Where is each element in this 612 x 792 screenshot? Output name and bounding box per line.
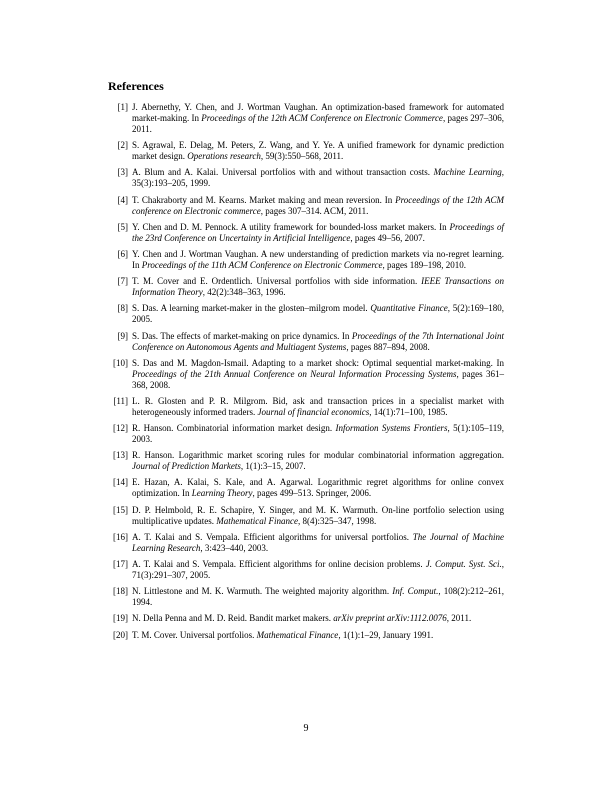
reference-segment: , 5(1):105–119, 2003. (132, 423, 504, 445)
reference-segment: , 1(1):3–15, 2007. (240, 461, 306, 472)
reference-segment: Y. Chen and J. Wortman Vaughan. A new understanding of prediction markets via no-regret learning. In (132, 248, 504, 270)
reference-item (108, 477, 504, 499)
reference-label: [5] (117, 221, 128, 232)
reference-venue: Journal of financial economics (257, 406, 370, 417)
reference-segment: R. Hanson. Combinatorial information market design. (132, 423, 336, 434)
reference-label: [14] (113, 477, 128, 488)
reference-segment: T. Chakraborty and M. Kearns. Market making and mean reversion. In (132, 194, 396, 205)
reference-text (132, 532, 504, 553)
reference-item (108, 195, 504, 217)
references-heading: References (108, 79, 164, 93)
reference-segment: T. M. Cover and E. Ordentlich. Universal portfolios with side information. (132, 276, 422, 287)
reference-text (132, 102, 504, 134)
reference-venue: Proceedings of the 21th Annual Conference on Neural Information Processing Systems (132, 368, 457, 379)
reference-venue: Learning Theory (191, 488, 253, 499)
reference-segment: T. M. Cover. Universal portfolios. (132, 629, 257, 640)
reference-text (132, 505, 504, 526)
reference-segment: S. Das. The effects of market-making on price dynamics. In (132, 330, 352, 341)
reference-label: [15] (113, 504, 128, 515)
reference-segment: , pages 189–198, 2010. (382, 259, 467, 270)
reference-item (108, 396, 504, 418)
reference-segment: A. T. Kalai and S. Vempala. Efficient algorithms for universal portfolios. (132, 531, 413, 542)
reference-item (108, 276, 504, 298)
reference-text (132, 586, 504, 607)
reference-text (132, 423, 504, 444)
reference-segment: , 5(2):169–180, 2005. (132, 303, 504, 325)
reference-text (132, 249, 504, 270)
reference-venue: Proceedings of the 12th ACM conference on Electronic commerce (132, 194, 504, 216)
reference-venue: Quantitative Finance (370, 303, 448, 314)
reference-segment: , 42(2):348–363, 1996. (202, 287, 286, 298)
reference-venue: Proceedings of the 11th ACM Conference on Electronic Commerce (141, 259, 383, 270)
reference-item (108, 423, 504, 445)
reference-item (108, 303, 504, 325)
reference-venue: Proceedings of the 23rd Conference on Uncertainty in Artificial Intelligence (132, 221, 504, 243)
reference-label: [11] (113, 395, 128, 406)
reference-item (108, 505, 504, 527)
reference-item (108, 532, 504, 554)
reference-venue: Operations research (187, 151, 261, 162)
reference-text (132, 396, 504, 417)
reference-label: [1] (117, 102, 128, 112)
reference-venue: arXiv preprint arXiv:1112.0076 (333, 613, 447, 624)
reference-text (132, 222, 504, 243)
reference-segment: , pages 499–513. Springer, 2006. (252, 488, 372, 499)
reference-segment: , 108(2):212–261, 1994. (132, 586, 504, 608)
reference-text (132, 303, 504, 324)
reference-segment: R. Hanson. Logarithmic market scoring rules for modular combinatorial information aggregation. (132, 450, 504, 461)
reference-venue: Mathematical Finance (216, 515, 298, 526)
reference-venue: J. Comput. Syst. Sci. (425, 559, 502, 569)
page-number: 9 (303, 723, 309, 734)
reference-text (132, 477, 504, 498)
reference-segment: S. Agrawal, E. Delag, M. Peters, Z. Wang, and Y. Ye. A unified framework for dynamic prediction market design. (132, 140, 504, 162)
reference-venue: Information Systems Frontiers (335, 423, 448, 434)
reference-item (108, 249, 504, 271)
reference-segment: D. P. Helmbold, R. E. Schapire, Y. Singer, and M. K. Warmuth. On-line portfolio selection using multiplicative updates. (132, 504, 504, 526)
reference-item (108, 140, 504, 162)
reference-text (132, 358, 504, 390)
reference-label: [19] (113, 613, 128, 624)
reference-item (108, 102, 504, 135)
reference-item (108, 222, 504, 244)
reference-segment: N. Della Penna and M. D. Reid. Bandit market makers. (132, 613, 334, 624)
reference-list (108, 102, 504, 646)
reference-venue: Machine Learning (433, 167, 502, 178)
reference-text (132, 331, 504, 352)
reference-item (108, 586, 504, 608)
reference-text (132, 630, 433, 640)
reference-item (108, 167, 504, 189)
reference-label: [16] (113, 531, 128, 542)
reference-segment: S. Das and M. Magdon-Ismail. Adapting to a market shock: Optimal sequential market-making. In (132, 357, 504, 368)
reference-label: [2] (117, 140, 128, 151)
reference-segment: , 2011. (446, 613, 472, 624)
reference-segment: , pages 887–894, 2008. (346, 341, 430, 352)
reference-text (132, 276, 504, 297)
reference-segment: A. Blum and A. Kalai. Universal portfolios with and without transaction costs. (132, 167, 434, 178)
reference-venue: Proceedings of the 7th International Joint Conference on Autonomous Agents and Multiagent Systems (132, 330, 504, 352)
reference-text (132, 140, 504, 161)
reference-item (108, 450, 504, 472)
reference-segment: A. T. Kalai and S. Vempala. Efficient algorithms for online decision problems. (132, 559, 426, 569)
reference-label: [8] (117, 303, 128, 314)
reference-item (108, 630, 504, 641)
reference-item (108, 358, 504, 391)
reference-label: [3] (117, 167, 128, 178)
reference-label: [17] (113, 559, 128, 569)
reference-segment: , pages 297–306, 2011. (132, 113, 504, 134)
reference-segment: , 8(4):325–347, 1998. (297, 515, 377, 526)
reference-label: [18] (113, 586, 128, 597)
reference-venue: Proceedings of the 12th ACM Conference on Electronic Commerce (201, 113, 443, 123)
reference-venue: Mathematical Finance (256, 629, 339, 640)
reference-segment: , 59(3):550–568, 2011. (260, 151, 344, 162)
reference-label: [20] (113, 629, 128, 640)
reference-segment: J. Abernethy, Y. Chen, and J. Wortman Vaughan. An optimization-based framework for automated market-making. In (132, 102, 504, 123)
reference-text (132, 195, 504, 216)
reference-segment: , pages 49–56, 2007. (350, 232, 425, 243)
reference-segment: , pages 361–368, 2008. (132, 368, 504, 390)
reference-item (108, 559, 504, 581)
reference-segment: L. R. Glosten and P. R. Milgrom. Bid, ask and transaction prices in a specialist market with heterogeneously informed traders. (132, 395, 504, 417)
reference-segment: E. Hazan, A. Kalai, S. Kale, and A. Agarwal. Logarithmic regret algorithms for online convex optimization. In (132, 477, 504, 499)
reference-venue: Inf. Comput. (392, 586, 439, 597)
reference-venue: The Journal of Machine Learning Research (132, 531, 504, 553)
reference-text (132, 450, 504, 471)
reference-label: [12] (113, 423, 128, 434)
reference-segment: , 35(3):193–205, 1999. (132, 167, 504, 189)
reference-segment: , 3:423–440, 2003. (200, 542, 269, 553)
reference-segment: , pages 307–314. ACM, 2011. (260, 205, 369, 216)
reference-label: [4] (117, 194, 128, 205)
reference-segment: Y. Chen and D. M. Pennock. A utility framework for bounded-loss market makers. In (132, 221, 450, 232)
reference-text (132, 167, 504, 188)
reference-label: [7] (117, 276, 128, 287)
reference-segment: S. Das. A learning market-maker in the glosten–milgrom model. (132, 303, 371, 314)
reference-text (132, 613, 471, 623)
reference-segment: , 1(1):1–29, January 1991. (338, 629, 434, 640)
reference-label: [9] (117, 330, 128, 341)
reference-item (108, 331, 504, 353)
reference-text (132, 559, 504, 580)
reference-label: [6] (117, 248, 128, 259)
reference-venue: IEEE Transactions on Information Theory (132, 276, 504, 298)
reference-label: [13] (113, 450, 128, 461)
reference-label: [10] (113, 357, 128, 368)
reference-segment: , 14(1):71–100, 1985. (369, 406, 448, 417)
reference-item (108, 613, 504, 624)
reference-segment: , 71(3):291–307, 2005. (132, 559, 504, 580)
reference-venue: Journal of Prediction Markets (132, 461, 241, 472)
reference-segment: N. Littlestone and M. K. Warmuth. The weighted majority algorithm. (132, 586, 393, 597)
